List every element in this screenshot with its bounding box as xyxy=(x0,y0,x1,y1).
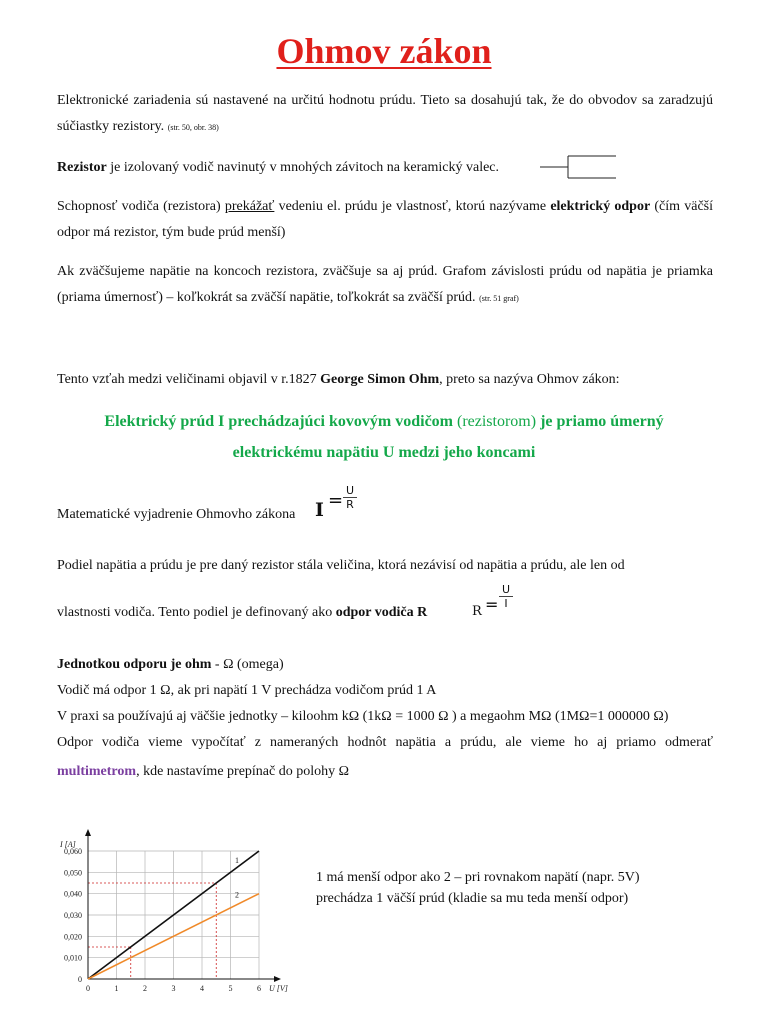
ohm-history-paragraph xyxy=(57,367,713,393)
resistor-definition: je izolovaný vodič navinutý v mnohých závitoch na keramický valec. xyxy=(106,160,500,175)
units-line-4 xyxy=(57,759,713,785)
proportionality-text: Ak zväčšujeme napätie na koncoch rezistora, zväčšuje sa aj prúd. Grafom závislosti prúdu od napätia je priamka (priama úmernosť) – koľkokrát sa zväčší napätie, toľkokrát sa zväčší prúd. xyxy=(57,264,713,305)
x-tick-label: 1 xyxy=(114,984,119,993)
series-label-1: 1 xyxy=(235,856,239,865)
x-axis-label: U [V] xyxy=(269,984,288,993)
r-formula-denominator: I xyxy=(504,597,508,610)
units-heading-rest: - Ω (omega) xyxy=(211,657,284,672)
resistance-text-2: vedeniu el. prúdu je vlastnosť, ktorú nazývame xyxy=(274,199,551,214)
r-formula-numerator: U xyxy=(499,583,513,597)
x-tick-label: 3 xyxy=(171,984,176,993)
formula-fraction xyxy=(343,484,357,511)
ohm-name: George Simon Ohm xyxy=(320,372,440,387)
units-line-1: Vodič má odpor 1 Ω, ak pri napätí 1 V prechádza vodičom prúd 1 A xyxy=(57,683,437,698)
intro-reference: (str. 50, obr. 38) xyxy=(167,123,219,132)
definition-term: odpor vodiča R xyxy=(335,605,428,620)
law-part-1: Elektrický prúd I prechádzajúci kovovým vodičom xyxy=(104,413,453,430)
history-text-2: , preto sa nazýva Ohmov zákon: xyxy=(439,372,620,387)
formula-lhs: I xyxy=(315,499,324,521)
resistance-definition-line2 xyxy=(57,600,477,626)
units-line-3: Odpor vodiča vieme vypočítať z nameraných hodnôt napätia a prúdu, ale vieme ho aj priamo odmerať xyxy=(57,735,713,750)
x-tick-label: 6 xyxy=(257,984,261,993)
page-title: Ohmov zákon xyxy=(276,31,492,71)
x-tick-label: 4 xyxy=(200,984,204,993)
law-part-3: je priamo úmerný elektrickému napätiu U medzi jeho koncami xyxy=(232,413,664,461)
y-tick-label: 0,060 xyxy=(64,847,82,856)
x-tick-label: 5 xyxy=(228,984,233,993)
resistance-text-1: Schopnosť vodiča (rezistora) xyxy=(57,199,225,214)
proportionality-paragraph xyxy=(57,259,713,312)
formula-denominator: R xyxy=(346,498,354,511)
formula-numerator: U xyxy=(343,484,357,498)
x-tick-label: 0 xyxy=(86,984,90,993)
series-label-2: 2 xyxy=(235,890,239,900)
r-formula-lhs: R xyxy=(472,604,482,619)
graph-caption-line-2: prechádza 1 väčší prúd (kladie sa mu teda menší odpor) xyxy=(316,891,629,906)
y-tick-label: 0,050 xyxy=(64,868,82,878)
y-tick-label: 0,030 xyxy=(64,911,82,920)
units-heading xyxy=(57,652,713,678)
graph-caption xyxy=(316,867,756,909)
resistance-definition-line1: Podiel napätia a prúdu je pre daný rezistor stála veličina, ktorá nezávisí od napätia a prúdu, ale len od xyxy=(57,558,625,573)
resistor-paragraph xyxy=(57,155,557,181)
resistor-term: Rezistor xyxy=(57,160,107,175)
intro-paragraph xyxy=(57,88,713,141)
x-tick-label: 2 xyxy=(143,984,147,993)
resistance-text-3: (čím väčší odpor má rezistor, tým bude prúd menší) xyxy=(57,199,714,240)
r-formula-equals: = xyxy=(485,595,499,614)
resistor-symbol xyxy=(540,152,620,182)
law-part-2: (rezistorom) xyxy=(453,413,537,430)
units-heading-bold: Jednotkou odporu je ohm xyxy=(57,657,212,672)
multimeter-term: multimetrom xyxy=(57,764,137,779)
resistance-paragraph xyxy=(57,194,713,246)
intro-text: Elektronické zariadenia sú nastavené na určitú hodnotu prúdu. Tieto sa dosahujú tak, že do obvodov sa zaradzujú súčiastky rezistory. xyxy=(57,93,713,134)
resistance-term: elektrický odpor xyxy=(550,199,651,214)
y-tick-label: 0 xyxy=(78,975,82,984)
definition-text: vlastnosti vodiča. Tento podiel je definovaný ako xyxy=(57,605,336,620)
proportionality-reference: (str. 51 graf) xyxy=(479,294,519,303)
y-axis-label: I [A] xyxy=(60,840,76,849)
y-tick-label: 0,020 xyxy=(64,932,82,942)
formula-label: Matematické vyjadrenie Ohmovho zákona xyxy=(57,507,296,522)
formula-equals: = xyxy=(328,490,344,511)
r-formula-fraction xyxy=(499,583,513,610)
graph-caption-line-1: 1 má menší odpor ako 2 – pri rovnakom napätí (napr. 5V) xyxy=(316,870,640,885)
y-axis-arrow xyxy=(85,829,91,836)
ohm-law-statement xyxy=(70,406,698,468)
y-tick-label: 0,040 xyxy=(64,889,82,899)
history-text-1: Tento vzťah medzi veličinami objavil v r.1827 xyxy=(57,372,321,387)
current-voltage-chart xyxy=(50,812,315,998)
resistance-underlined: prekážať xyxy=(224,199,275,214)
y-tick-label: 0,010 xyxy=(64,953,82,963)
units-line-4-rest: , kde nastavíme prepínač do polohy Ω xyxy=(136,764,350,779)
units-line-2: V praxi sa používajú aj väčšie jednotky – kiloohm kΩ (1kΩ = 1000 Ω ) a megaohm MΩ (1MΩ=1 000000 Ω) xyxy=(57,709,669,724)
x-axis-arrow xyxy=(274,976,281,982)
